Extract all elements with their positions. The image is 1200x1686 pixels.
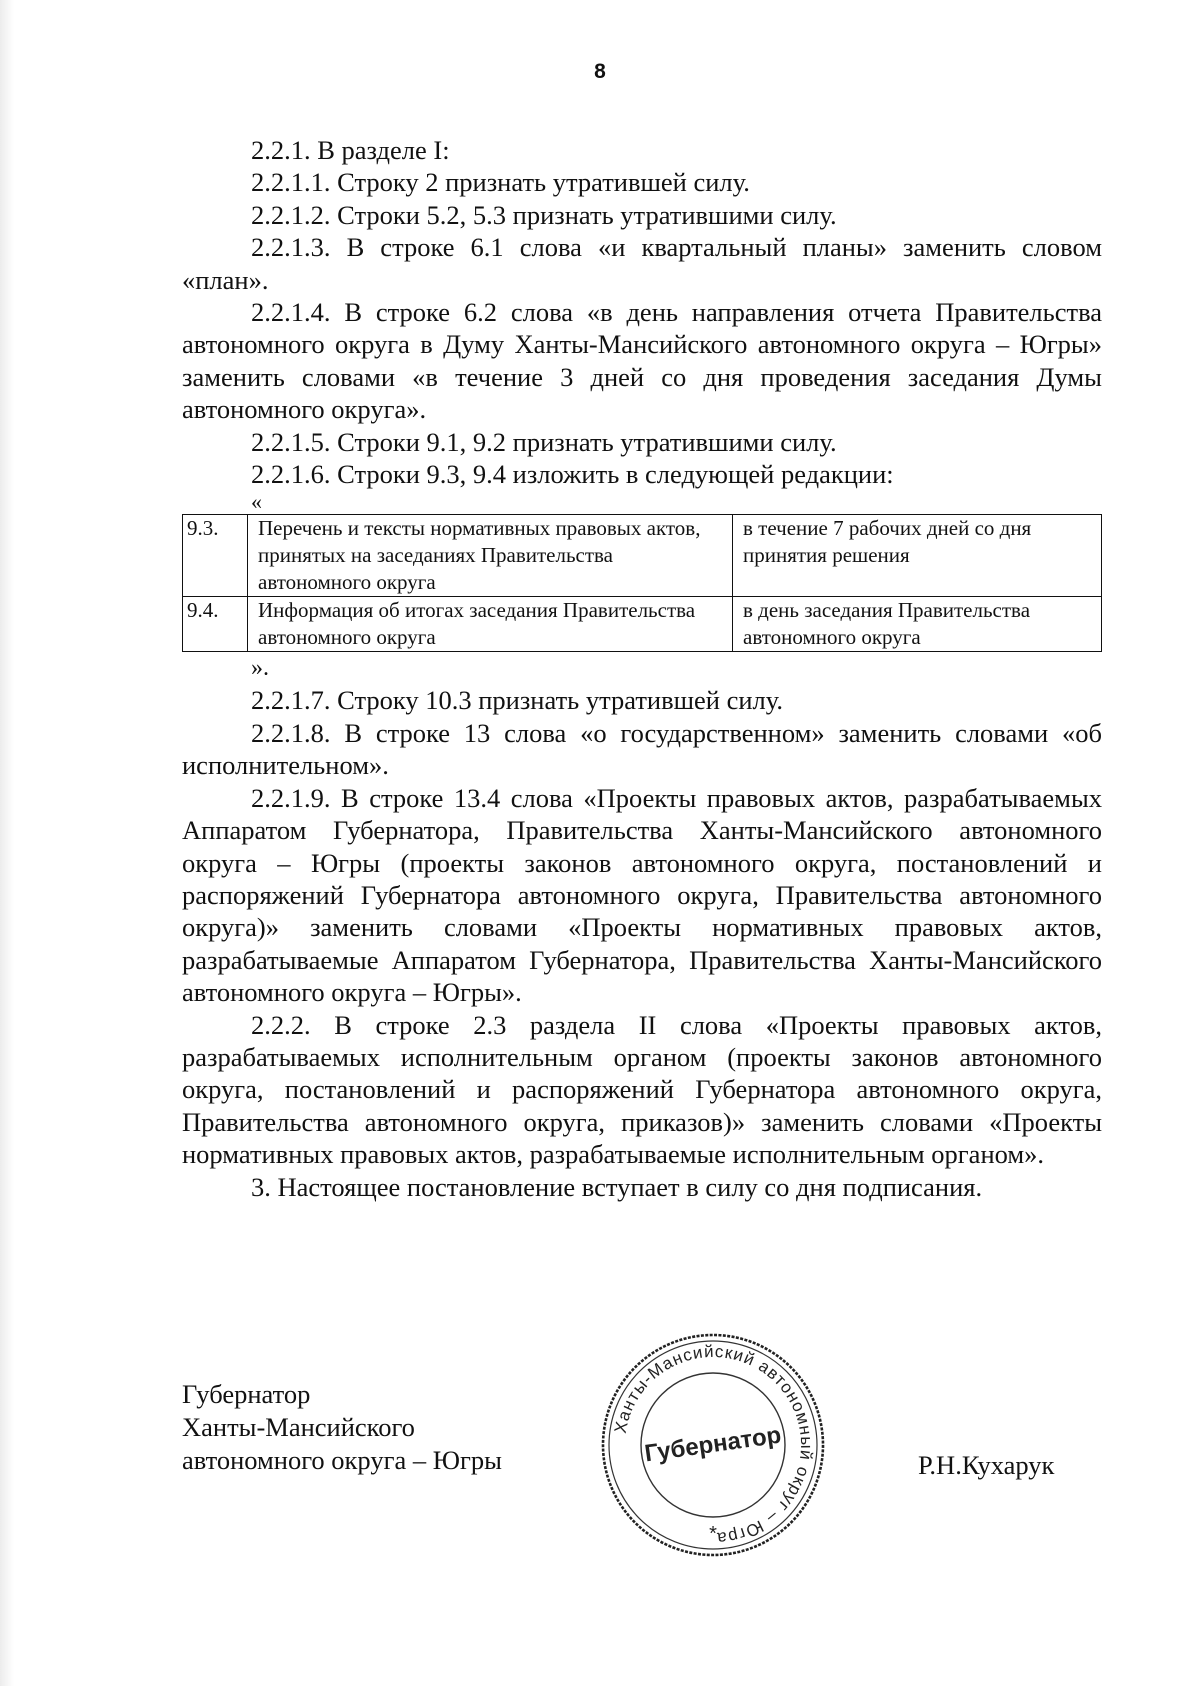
document-body <box>182 134 1102 1203</box>
paragraph-2-2-1-3: 2.2.1.3. В строке 6.1 слова «и квартальный планы» заменить словом «план». <box>182 232 1102 295</box>
amendment-table <box>182 514 1102 652</box>
position-line: Губернатор <box>182 1379 311 1409</box>
row-number: 9.3. <box>183 515 248 597</box>
scan-edge <box>0 0 14 1686</box>
seal-center-text: Губернатор <box>642 1421 783 1468</box>
paragraph-2-2-1-4: 2.2.1.4. В строке 6.2 слова «в день направления отчета Правительства автономного округа в Думу Ханты-Мансийского автономного округа – Югры» заменить словами «в течение 3 дней со дня проведения заседания Думы автономного округа». <box>182 297 1102 425</box>
row-deadline: в течение 7 рабочих дней со дня принятия решения <box>733 515 1102 597</box>
table-row <box>183 515 1102 597</box>
row-number: 9.4. <box>183 597 248 652</box>
signatory-name: Р.Н.Кухарук <box>918 1450 1055 1480</box>
row-content: Информация об итогах заседания Правительства автономного округа <box>248 597 733 652</box>
page-number: 8 <box>594 60 606 83</box>
paragraph-2-2-1-9: 2.2.1.9. В строке 13.4 слова «Проекты правовых актов, разрабатываемых Аппаратом Губернатора, Правительства Ханты-Мансийского автономного округа – Югры (проекты законов автономного округа, постановлений и распоряжений Губернатора автономного округа, Правительства автономного округа)» заменить словами «Проекты нормативных правовых актов, разрабатываемые Аппаратом Губернатора, Правительства Ханты-Мансийского автономного округа – Югры». <box>182 782 1102 1008</box>
row-deadline: в день заседания Правительства автономного округа <box>733 597 1102 652</box>
table-open-quote: « <box>251 489 262 515</box>
paragraph-2-2-1-7: 2.2.1.7. Строку 10.3 признать утратившей силу. <box>251 685 783 716</box>
paragraph-2-2-1: 2.2.1. В разделе I: <box>251 135 450 165</box>
official-seal <box>598 1330 828 1560</box>
paragraph-2-2-1-6: 2.2.1.6. Строки 9.3, 9.4 изложить в следующей редакции: <box>251 459 894 490</box>
paragraph-2-2-2: 2.2.2. В строке 2.3 раздела II слова «Проекты правовых актов, разрабатываемых исполнительным органом (проекты законов автономного округа, постановлений и распоряжений Губернатора автономного округа, Правительства автономного округа, приказов)» заменить словами «Проекты нормативных правовых актов, разрабатываемые исполнительным органом». <box>182 1009 1102 1170</box>
paragraph-3: 3. Настоящее постановление вступает в силу со дня подписания. <box>251 1171 983 1202</box>
row-content: Перечень и тексты нормативных правовых актов, принятых на заседаниях Правительства автономного округа <box>248 515 733 597</box>
seal-star: * <box>709 1523 717 1545</box>
position-line: Ханты-Мансийского <box>182 1412 415 1442</box>
paragraph-2-2-1-8: 2.2.1.8. В строке 13 слова «о государственном» заменить словами «об исполнительном». <box>182 717 1102 781</box>
seal-ring-text: Ханты-Мансийский автономный округ – Югра <box>610 1341 817 1549</box>
paragraph-2-2-1-1: 2.2.1.1. Строку 2 признать утратившей силу. <box>251 167 750 198</box>
paragraph-2-2-1-5: 2.2.1.5. Строки 9.1, 9.2 признать утратившими силу. <box>251 426 837 457</box>
table-row <box>183 597 1102 652</box>
signature-position <box>182 1378 502 1477</box>
table-close-quote: ». <box>251 655 269 682</box>
paragraph-2-2-1-2: 2.2.1.2. Строки 5.2, 5.3 признать утратившими силу. <box>251 199 837 230</box>
position-line: автономного округа – Югры <box>182 1445 502 1475</box>
